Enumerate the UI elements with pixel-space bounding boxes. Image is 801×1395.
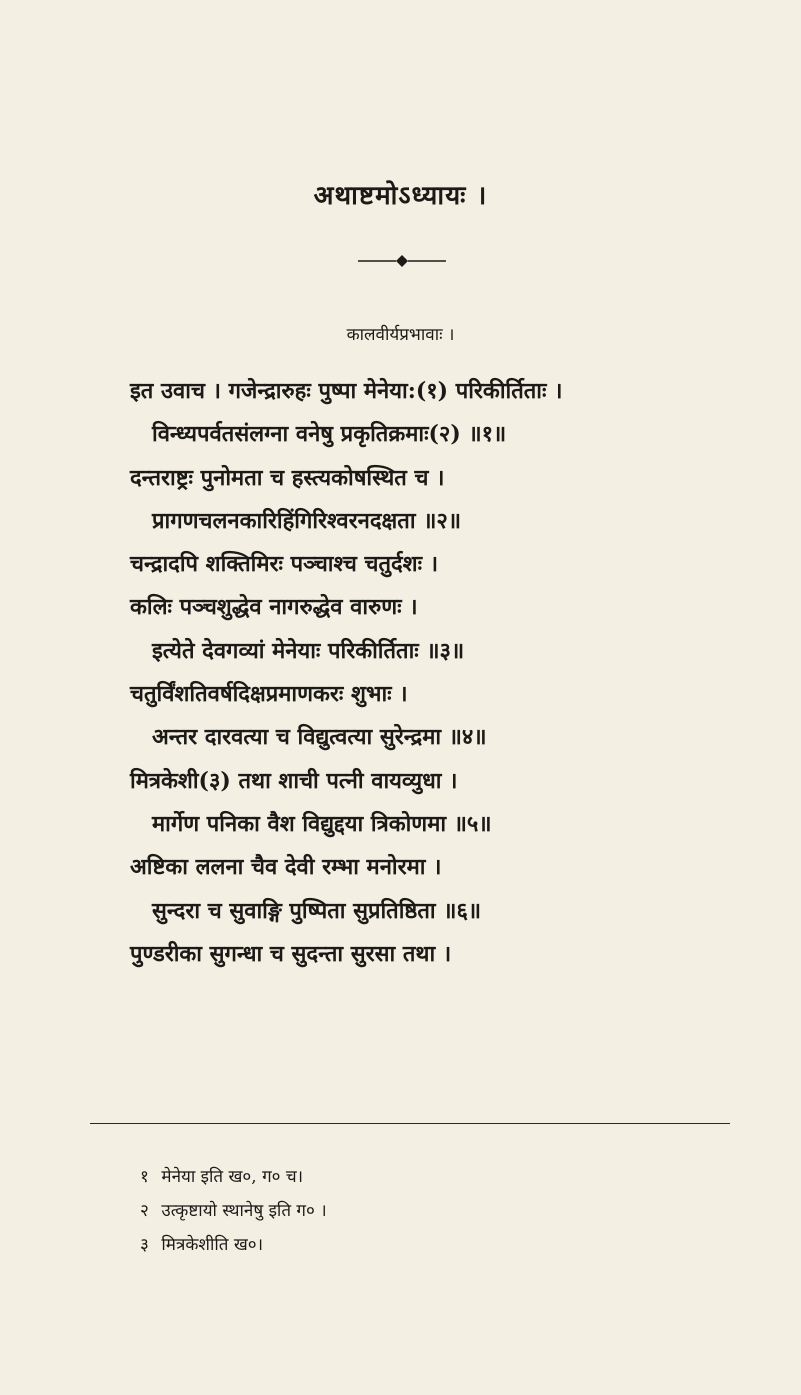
verse-line: चतुर्विंशतिवर्षदिक्षप्रमाणकरः शुभाः ।: [130, 681, 408, 708]
verse-line: अष्टिका ललना चैव देवी रम्भा मनोरमा ।: [130, 854, 442, 881]
ornament-divider: [356, 255, 448, 267]
footnote: [140, 1160, 700, 1194]
verse-line: अन्तर दारवत्या च विद्युत्वत्या सुरेन्द्रमा ॥४॥: [152, 724, 487, 751]
verse-line: मित्रकेशी(३) तथा शाची पत्नी वायव्युधा ।: [130, 767, 458, 794]
footnote-text: मेनेया इति ख०, ग० च।: [161, 1167, 304, 1187]
verse-line: विन्ध्यपर्वतसंलग्ना वनेषु प्रकृतिक्रमाः(२) ॥१॥: [152, 421, 507, 448]
footnote-text: उत्कृष्टायो स्थानेषु इति ग० ।: [161, 1201, 327, 1221]
chapter-title: अथाष्टमोऽध्यायः ।: [313, 181, 488, 211]
verse-line: कलिः पञ्चशुद्धेव नागरुद्धेव वारुणः ।: [130, 594, 418, 621]
verse-line: प्रागणचलनकारिहिंगिरिश्वरनदक्षता ॥२॥: [152, 507, 461, 534]
footnote-divider: [90, 1123, 730, 1124]
footnote-number: २: [140, 1201, 149, 1221]
verse-line: सुन्दरा च सुवाङ्गि पुष्पिता सुप्रतिष्ठिता ॥६॥: [152, 897, 482, 924]
footnote-number: १: [140, 1167, 149, 1187]
verse-block: [130, 370, 690, 976]
footnote: [140, 1228, 700, 1262]
verse-line: मार्गेण पनिका वैश विद्युद्दया त्रिकोणमा ॥५॥: [152, 810, 492, 837]
footnote: [140, 1194, 700, 1228]
footnotes: [140, 1160, 700, 1262]
verse-line: पुण्डरीका सुगन्धा च सुदन्ता सुरसा तथा ।: [130, 940, 452, 967]
footnote-number: ३: [140, 1235, 149, 1255]
footnote-text: मित्रकेशीति ख०।: [161, 1235, 264, 1255]
verse-line: इत्येते देवगव्यां मेनेयाः परिकीर्तिताः ॥३॥: [152, 637, 465, 664]
section-subheading: कालवीर्यप्रभावाः ।: [346, 325, 455, 345]
verse-line: दन्तराष्ट्रः पुनोमता च हस्त्यकोषस्थित च ।: [130, 464, 445, 491]
verse-line: इत उवाच । गजेन्द्रारुहः पुष्पा मेनेया:(१) परिकीर्तिताः ।: [130, 378, 563, 404]
verse-line: चन्द्रादपि शक्तिमिरः पञ्चाश्च चतुर्दशः ।: [130, 551, 439, 578]
